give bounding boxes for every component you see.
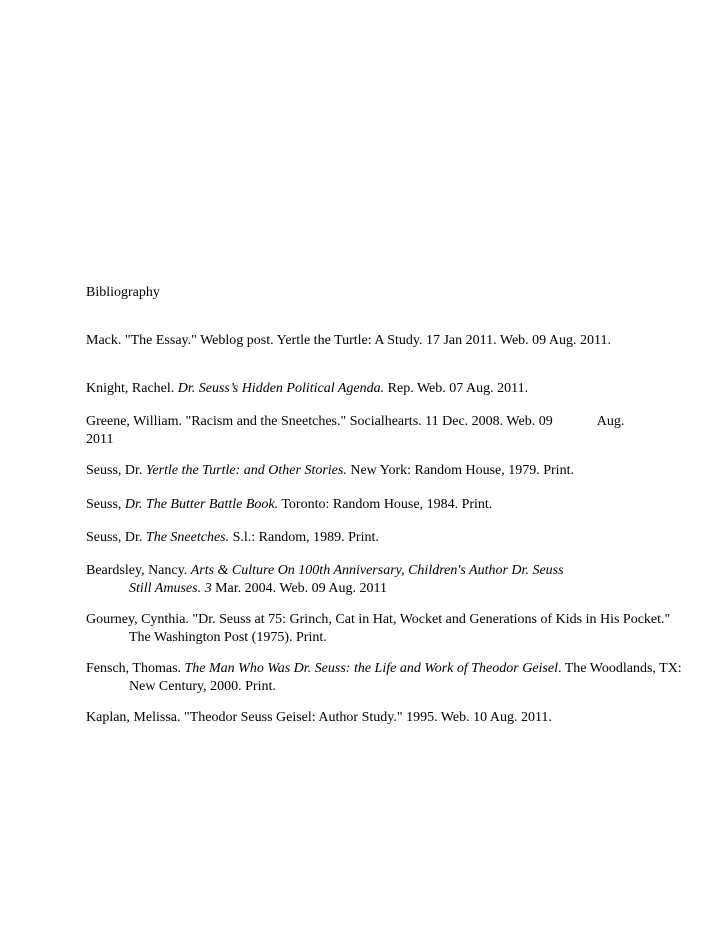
entry-details: Weblog post. Yertle the Turtle: A Study. 17 Jan 2011. Web. 09 Aug. (200, 333, 577, 348)
bibliography-entry (86, 660, 689, 696)
entry-author: Kaplan, Melissa. (86, 710, 181, 725)
bibliography-entry (86, 529, 689, 547)
entry-details-tail: Aug. (596, 414, 625, 429)
entry-details-continued: His Pocket." The Washington Post (1975). Print. (129, 612, 671, 645)
bibliography-entry (86, 496, 689, 514)
entry-details-continued: 2011. (580, 333, 611, 348)
entry-details: New York: Random House, 1979. Print. (350, 463, 574, 478)
entry-author: Fensch, Thomas. (86, 661, 182, 676)
entry-title: The Man Who Was Dr. Seuss: the Life and Work of Theodor Geisel (184, 661, 558, 676)
entry-author: Mack. (86, 333, 122, 348)
entry-details: Socialhearts. 11 Dec. 2008. Web. 09 (349, 414, 553, 429)
entry-title: Arts & Culture On 100th Anniversary, Children's Author Dr. Seuss (190, 563, 564, 578)
entry-title: "Dr. Seuss at 75: Grinch, Cat in Hat, Wocket and Generations of Kids in (192, 612, 597, 627)
entry-details: Mar. 2004. Web. 09 Aug. 2011 (215, 581, 388, 596)
entry-title: The Sneetches. (145, 530, 230, 545)
bibliography-heading: Bibliography (86, 285, 160, 300)
entry-title: "The Essay." (124, 333, 197, 348)
entry-author: Knight, Rachel. (86, 381, 175, 396)
entry-details: Rep. Web. 07 Aug. 2011. (387, 381, 529, 396)
entry-title-continued: Still Amuses. 3 (129, 581, 212, 596)
bibliography-entry (86, 562, 689, 598)
entry-author: Gourney, Cynthia. (86, 612, 189, 627)
entry-title: Dr. Seuss’s Hidden Political Agenda. (177, 381, 385, 396)
entry-details-continued: The Woodlands, TX: New Century, 2000. Print. (129, 661, 682, 694)
entry-details: S.l.: Random, 1989. Print. (232, 530, 379, 545)
entry-title-end: . (557, 661, 562, 676)
bibliography-entry (86, 413, 646, 449)
bibliography-entry (86, 332, 689, 350)
entry-author: Greene, William. (86, 414, 182, 429)
entry-author: Seuss, Dr. (86, 530, 143, 545)
entry-author: Beardsley, Nancy. (86, 563, 188, 578)
entry-title: Yertle the Turtle: and Other Stories. (145, 463, 347, 478)
entry-author: Seuss, (86, 497, 122, 512)
entry-details: Toronto: Random House, 1984. Print. (281, 497, 493, 512)
entry-title: "Racism and the Sneetches." (185, 414, 347, 429)
bibliography-entry (86, 611, 689, 647)
entry-author: Seuss, Dr. (86, 463, 143, 478)
bibliography-entry (86, 380, 689, 398)
bibliography-entry (86, 709, 689, 727)
entry-title: "Theodor Seuss Geisel: Author Study." (183, 710, 403, 725)
entry-title: Dr. The Butter Battle Book. (124, 497, 279, 512)
bibliography-entry (86, 462, 689, 480)
entry-details-continued: 2011 (86, 432, 114, 447)
entry-details: 1995. Web. 10 Aug. 2011. (406, 710, 552, 725)
